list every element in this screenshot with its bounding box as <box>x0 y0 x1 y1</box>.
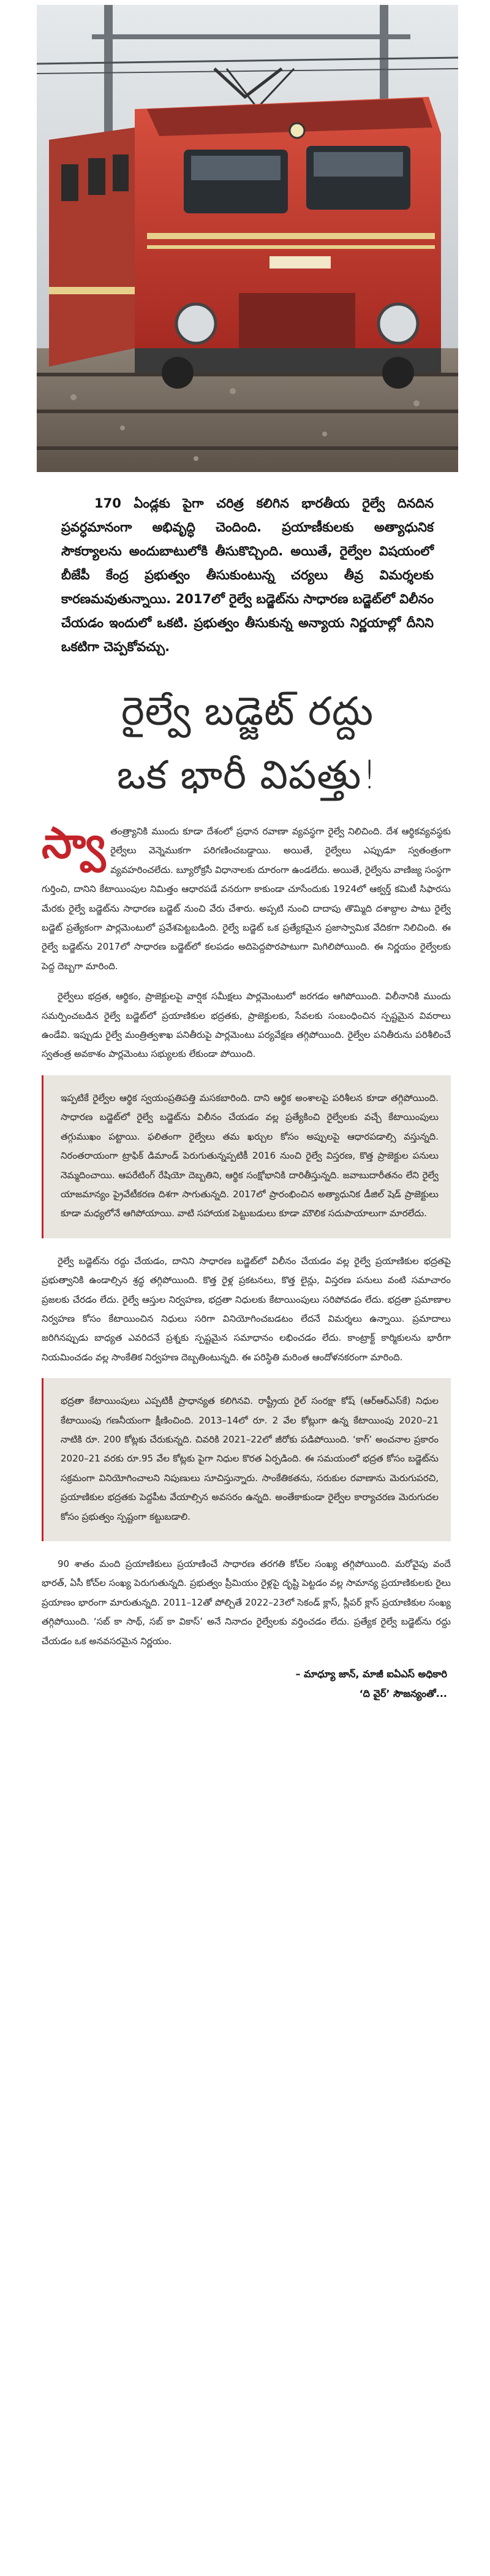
highlight-box-2-text: భద్రతా కేటాయింపులు ఎప్పటికీ ప్రాధాన్యత కలిగినవి. రాష్ట్రీయ రైల్‌ సంరక్షా కోష్‌ (ఆర్‌ఆర్‌ఎస్‌కే) నిధుల కేటాయింపు గణనీయంగా క్షీణించింది. 2013–14లో రూ. 2 వేల కోట్లుగా ఉన్న కేటాయింపు 2020–21 నాటికి రూ. 200 కోట్లకు చేరుకున్నది. చివరికి 2021–22లో జీరోకు పడిపోయింది. ‘కాగ్‌’ అంచనాల ప్రకారం 2020–21 వరకు రూ.95 వేల కోట్లకు పైగా నిధుల కొరత ఏర్పడింది. ఈ సమయంలో భద్రత కోసం బడ్జెట్‌ను సక్రమంగా వినియోగించాలని నిపుణులు సూచిస్తున్నారు. సాంకేతికతను, సరుకుల రవాణాను మెరుగుపరచి, ప్రయాణికుల భద్రతకు పెద్దపీట వేయాల్సిన అవసరం ఉన్నది. అంతేకాకుండా రైల్వేల కార్యాచరణ మెరుగుదల కోసం ప్రభుత్వం స్పష్టంగా కట్టుబడాలి. <box>61 1395 439 1522</box>
lead-paragraph: 170 ఏండ్లకు పైగా చరిత్ర కలిగిన భారతీయ రైల్వే దినదిన ప్రవర్ధమానంగా అభివృద్ధి చెందింది. ప్రయాణీకులకు అత్యాధునిక సౌకర్యాలను అందుబాటులోకి తీసుకొచ్చింది. అయితే, రైల్వేల విషయంలో బీజేపీ కేంద్ర ప్రభుత్వం తీసుకుంటున్న చర్యలు తీవ్ర విమర్శలకు కారణమవుతున్నాయి. 2017లో రైల్వే బడ్జెట్‌ను సాధారణ బడ్జెట్‌లో విలీనం చేయడం ఇందులో ఒకటి. ప్రభుత్వం తీసుకున్న అన్యాయ నిర్ణయాల్లో దీనిని ఒకటిగా చెప్పకోవచ్చు. <box>61 496 434 654</box>
attribution <box>42 1664 451 1704</box>
highlight-box-2 <box>42 1378 451 1541</box>
author-line: – మాధ్యూ జాన్‌, మాజీ ఐఏఎస్‌ అధికారి <box>295 1668 447 1680</box>
highlight-box-1-text: ఇప్పటికే రైల్వేల ఆర్థిక స్వయంప్రతిపత్తి మసకబారింది. దాని ఆర్థిక అంశాలపై పరిశీలన కూడా తగ్గిపోయింది. సాధారణ బడ్జెట్‌లో రైల్వే బడ్జెట్‌ను విలీనం చేయడం వల్ల ప్రత్యేకించి రైల్వేలకు వచ్చే కేటాయింపులు తగ్గుముఖం పట్టాయి. ఫలితంగా రైల్వేలు తమ ఖర్చుల కోసం అప్పులపై ఆధారపడాల్సి వస్తున్నది. నిరంతరాయంగా ట్రాఫిక్‌ డిమాండ్‌ పెరుగుతున్నప్పటికీ 2016 నుంచి రైల్వే విస్తరణ, కొత్త ప్రాజెక్టుల పనులు నెమ్మదించాయి. ఆపరేటింగ్‌ రేషియో దెబ్బతిని, ఆర్థిక సంక్షోభానికి దారితీస్తున్నది. జవాబుదారీతనం లేని రైల్వే యాజమాన్యం ప్రైవేటీకరణ దిశగా సాగుతున్నది. 2017లో ప్రారంభించిన అత్యాధునిక డీజిల్‌ షెడ్‌ ప్రాజెక్టులు కూడా మధ్యలోనే ఆగిపోయాయి. వాటి సహాయక పెట్టుబడులు కూడా మౌలిక సదుపాయాలుగా మారలేదు. <box>61 1092 439 1219</box>
locomotive-photo <box>37 5 458 472</box>
paragraph-1 <box>42 818 451 976</box>
drop-cap: స్వా <box>42 818 106 868</box>
headline <box>37 659 458 822</box>
highlight-box-1 <box>42 1075 451 1238</box>
paragraph-3: రైల్వే బడ్జెట్‌ను రద్దు చేయడం, దానిని సాధారణ బడ్జెట్‌లో విలీనం చేయడం వల్ల రైల్వే ప్రయాణికుల భద్రతపై ప్రభుత్వానికి ఉండాల్సిన శ్రద్ధ తగ్గిపోయింది. కొత్త రైళ్ల ప్రకటనలు, కొత్త లైన్లు, విస్తరణ పనులు వంటి సమాచారం ప్రజలకు చేరడం లేదు. రైల్వే ఆస్తుల నిర్వహణ, భద్రతా నిధులకు కేటాయింపులు సరిపోవడం లేదు. భద్రతా ప్రమాణాల నిర్వహణ కోసం కేటాయించిన నిధులు సరిగా వినియోగించబడటం లేదనే విమర్శలు ఉన్నాయి. ప్రమాదాలు జరిగినప్పుడు బాధ్యత ఎవరిదనే ప్రశ్నకు స్పష్టమైన సమాధానం లభించడం లేదు. కాంట్రాక్ట్‌ కార్మికులను భారీగా నియమించడం వల్ల సాంకేతిక నిర్వహణ దెబ్బతింటున్నది. ఈ పరిస్థితి మరింత ఆందోళనకరంగా మారింది. <box>42 1255 451 1363</box>
paragraph-2: రైల్వేలు భద్రత, ఆర్థికం, ప్రాజెక్టులపై వార్షిక సమీక్షలు పార్లమెంటులో జరగడం ఆగిపోయింది. విలీనానికి ముందు సమర్పించబడిన రైల్వే బడ్జెట్‌లో ప్రయాణికుల భద్రతకు, ప్రాజెక్టులకు, సేవలకు సంబంధించిన స్పష్టమైన వివరాలు ఉండేవి. ఇప్పుడు రైల్వే మంత్రిత్వశాఖ పనితీరుపై పార్లమెంటు పర్యవేక్షణ తగ్గిపోయింది. రైల్వేల పనితీరును పరిశీలించే స్వతంత్ర అవకాశం పార్లమెంటు సభ్యులకు లేకుండా పోయింది. <box>42 991 451 1060</box>
paragraph-4: 90 శాతం మంది ప్రయాణికులు ప్రయాణించే సాధారణ తరగతి కోచ్‌ల సంఖ్య తగ్గిపోయింది. మరోవైపు వందే భారత్‌, ఏసీ కోచ్‌ల సంఖ్య పెరుగుతున్నది. ప్రభుత్వం ప్రీమియం రైళ్లపై దృష్టి పెట్టడం వల్ల సామాన్య ప్రయాణికులకు రైలు ప్రయాణం భారంగా మారుతున్నది. 2011–12తో పోల్చితే 2022–23లో సెకండ్‌ క్లాస్‌, స్లీపర్‌ క్లాస్‌ ప్రయాణికుల సంఖ్య తగ్గిపోయింది. ‘సబ్‌ కా సాథ్‌, సబ్‌ కా వికాస్‌’ అనే నినాదం రైల్వేలకు వర్తించడం లేదు. ప్రత్యేక రైల్వే బడ్జెట్‌ను రద్దు చేయడం ఒక అనవసరమైన నిర్ణయం. <box>42 1558 451 1647</box>
lead-section <box>37 472 458 659</box>
article-page <box>37 0 458 1704</box>
headline-line-1: రైల్వే బడ్జెట్‌ రద్దు <box>121 689 374 734</box>
headline-line-2: ఒక భారీ విపత్తు! <box>116 753 379 798</box>
source-line: ‘ది వైర్‌’ సౌజన్యంతో... <box>359 1688 447 1700</box>
paragraph-1-text: తంత్ర్యానికి ముందు కూడా దేశంలో ప్రధాన రవాణా వ్యవస్థగా రైల్వే నిలిచింది. దేశ ఆర్థికవ్యవస్థకు రైల్వేలు వెన్నెముకగా పరిగణించబడ్డాయి. అయితే, రైల్వేలు ఎప్పుడూ స్వతంత్రంగా వ్యవహరించలేదు. బ్యూరోక్రసీ విధానాలకు దూరంగా ఉండలేదు. అయితే, రైల్వేను వాణిజ్య సంస్థగా గుర్తించి, దానిని కేటాయింపుల నిమిత్తం ఆధారపడే వనరుగా కాకుండా చూసేందుకు 1924లో ఆక్వర్త్‌ కమిటీ సిఫారసు మేరకు రైల్వే బడ్జెట్‌ను సాధారణ బడ్జెట్‌ నుంచి వేరు చేశారు. అప్పటి నుంచి దాదాపు తొమ్మిది దశాబ్దాల పాటు రైల్వే బడ్జెట్‌ ప్రత్యేకంగా పార్లమెంటులో ప్రవేశపెట్టబడింది. రైల్వే బడ్జెట్‌ ఒక ప్రత్యేకమైన ప్రజాస్వామిక వేదికగా నిలిచింది. ఈ రైల్వే బడ్జెట్‌ను 2017లో సాధారణ బడ్జెట్‌లో కలపడం అదిపెద్దపొరపాటుగా మిగిలిపోయింది. ఈ నిర్ణయం రైల్వేలకు పెద్ద దెబ్బగా మారింది. <box>42 826 451 972</box>
article-body <box>42 818 451 1704</box>
